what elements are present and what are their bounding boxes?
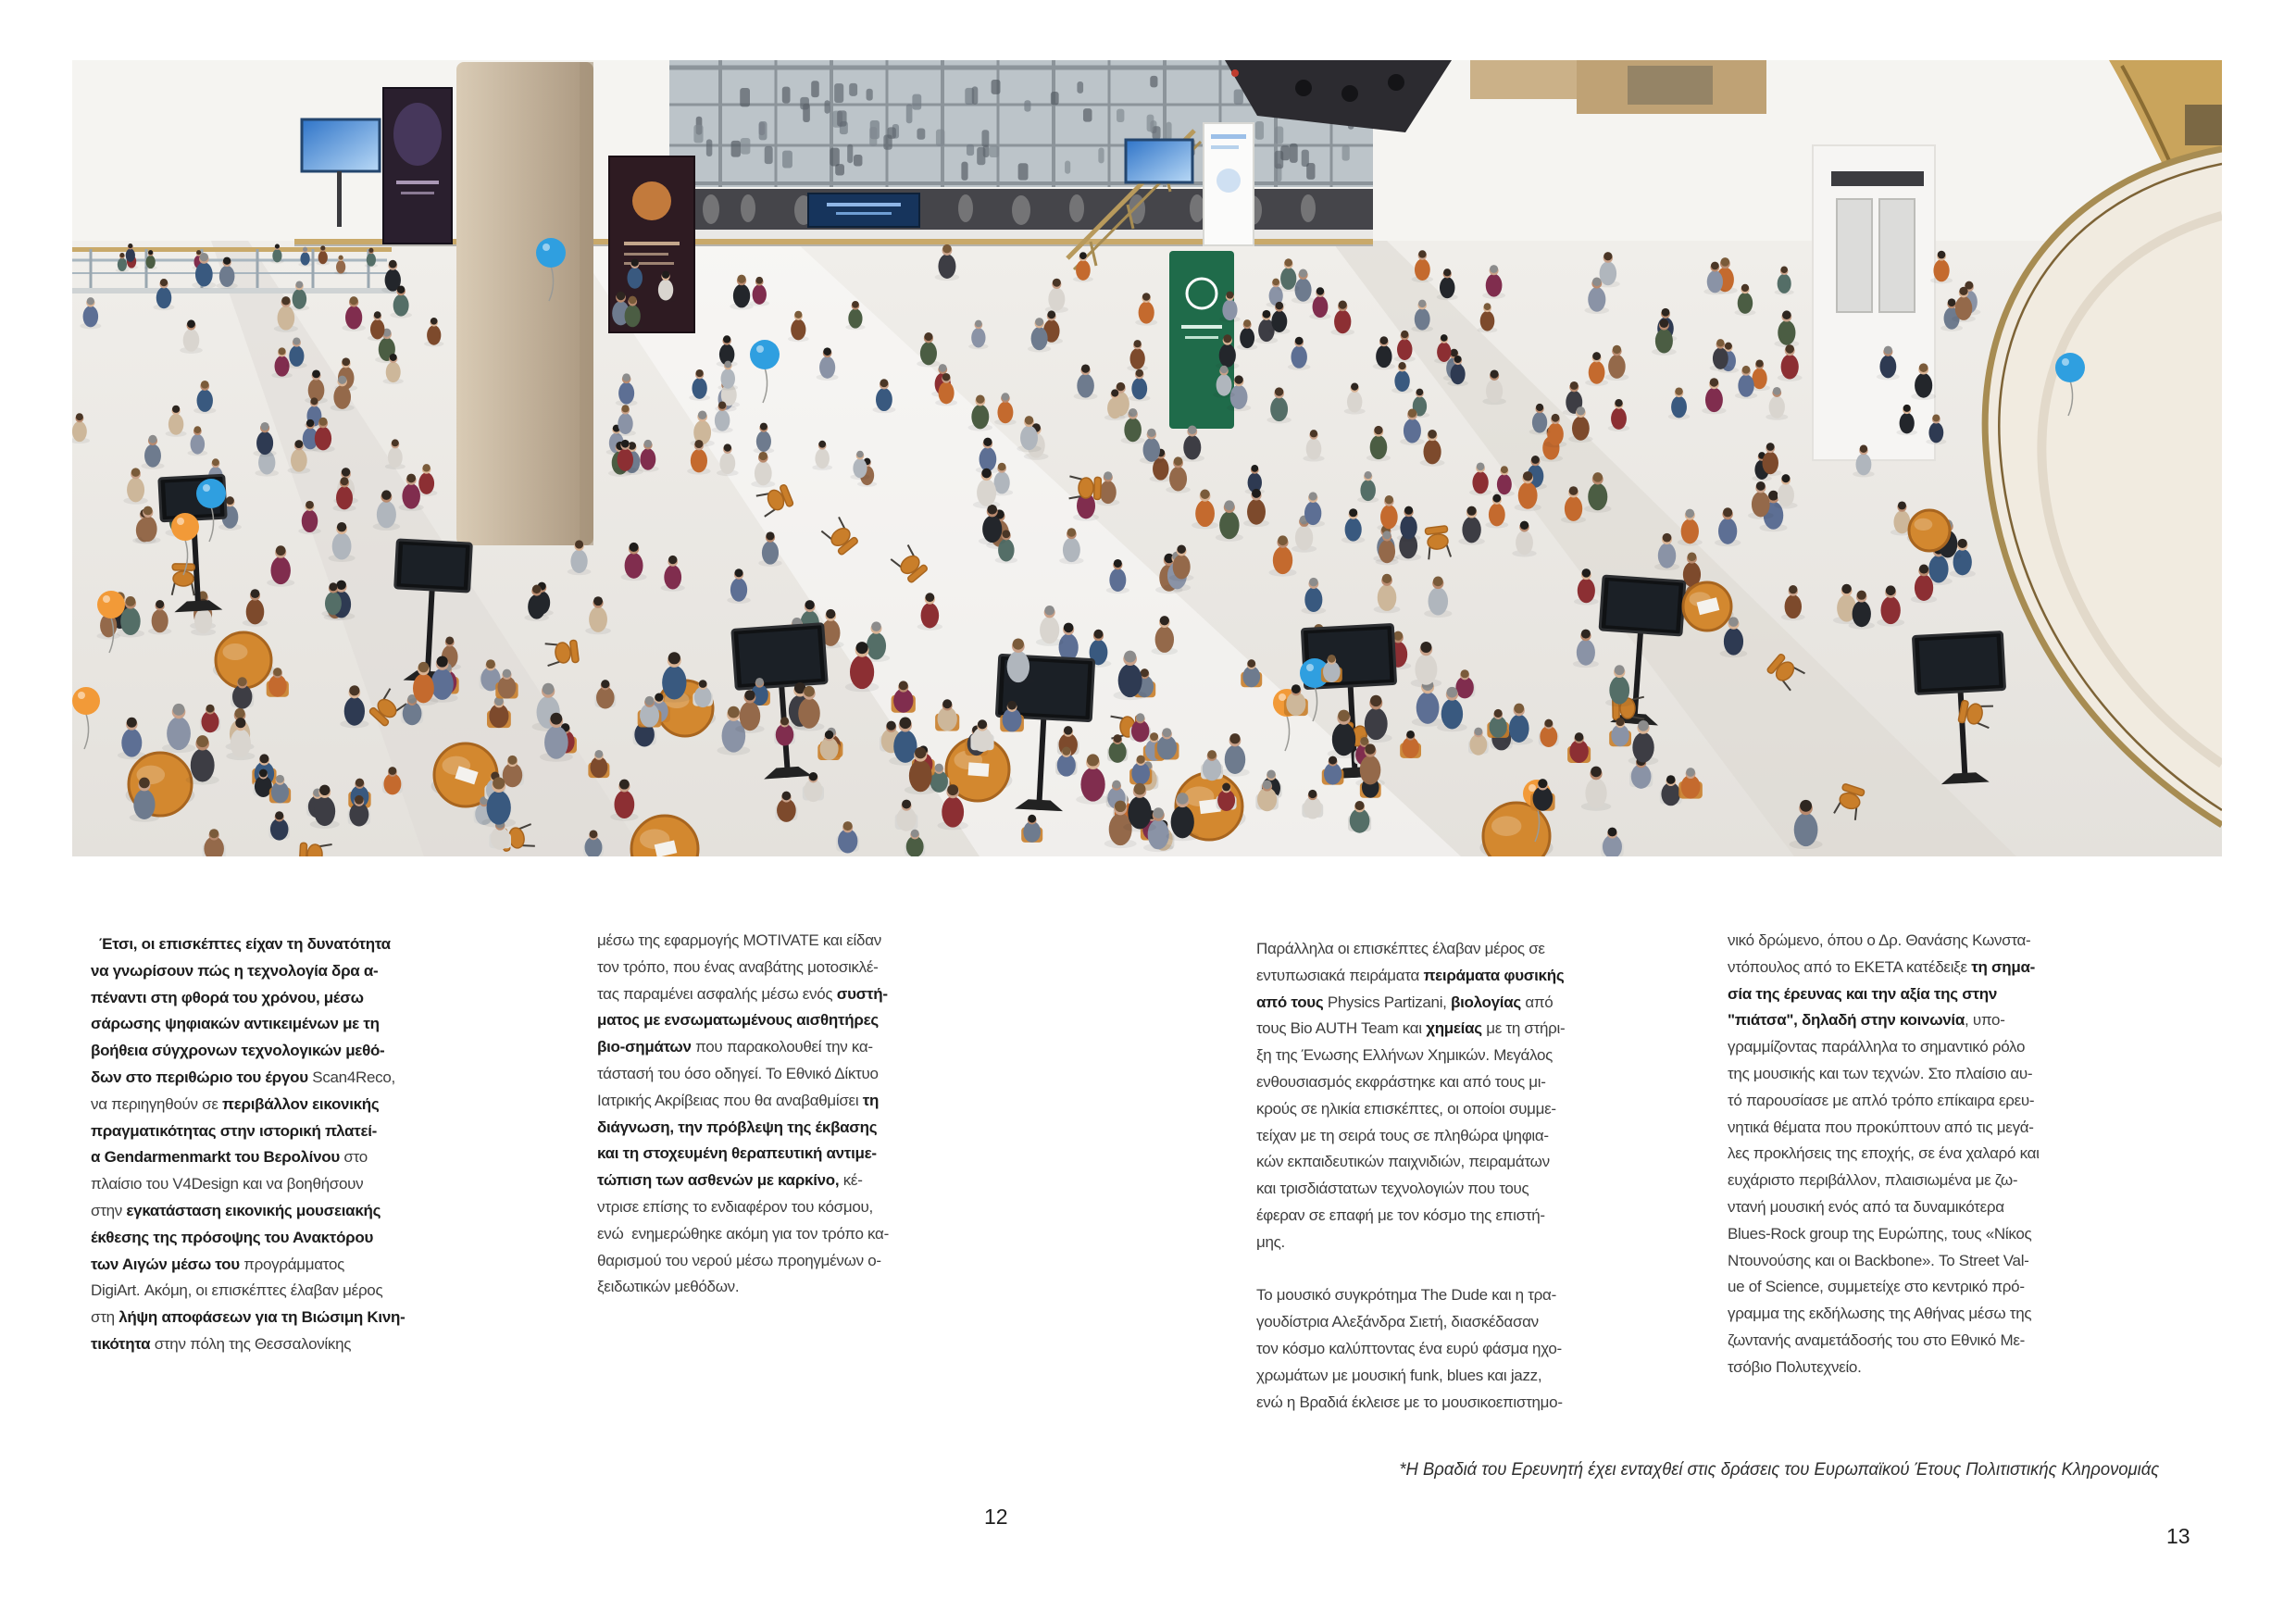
text-line: νικό δρώμενο, όπου ο Δρ. Θανάσης Κωνστα- <box>1728 931 2031 949</box>
text-line: κών εκπαιδευτικών παιχνιδιών, πειραμάτων <box>1256 1153 1550 1171</box>
text-line: Ντουνούσης και οι Backbone». Το Street Val- <box>1728 1251 2029 1269</box>
text-line: λες προκλήσεις της εποχής, σε ένα χαλαρό και <box>1728 1144 2040 1163</box>
text-line: ντανή μουσική ενός από τα δυναμικότερα <box>1728 1197 2004 1216</box>
text-line: γραμμίζοντας παράλληλα το σημαντικό ρόλο <box>1728 1038 2026 1056</box>
text-line: γραμμα της εκδήλωσης της Αθήνας μέσω της <box>1728 1305 2032 1323</box>
pillar-shade <box>580 62 593 545</box>
page-number-right: 13 <box>2166 1524 2190 1548</box>
text-line: έφεραν σε επαφή με τον κόσμο της επιστή- <box>1256 1206 1545 1224</box>
text-line: Έτσι, οι επισκέπτες είχαν τη δυνατότητα <box>99 935 391 953</box>
article-column-2 <box>597 928 905 1301</box>
text-line: θαρισμού του νερού μέσω προηγμένων ο- <box>597 1251 881 1269</box>
text-line: "πιάτσα", δηλαδή στην κοινωνία, υπο- <box>1728 1011 2005 1030</box>
page-number-left: 12 <box>984 1505 1008 1529</box>
text-line: τον κόσμο καλύπτοντας ένα ευρύ φάσμα ηχο- <box>1256 1339 1562 1357</box>
text-line: ντόπουλος από το ΕΚΕΤΑ κατέδειξε τη σημα- <box>1728 957 2036 976</box>
text-line: τό παρουσίασε με απλό τρόπο επίκαιρα ερευ- <box>1728 1091 2035 1109</box>
text-line: εντυπωσιακά πειράματα πειράματα φυσικής <box>1256 966 1565 984</box>
text-line: ξη της Ένωσης Ελλήνων Χημικών. Μεγάλος <box>1256 1046 1554 1065</box>
text-line: πραγματικότητας στην ιστορική πλατεί- <box>91 1121 378 1140</box>
upper-wall <box>1470 60 1577 99</box>
text-line: της μουσικής και των τεχνών. Στο πλαίσιο αυ- <box>1728 1064 2033 1082</box>
text-line: από τους Physics Partizani, βιολογίας από <box>1256 993 1554 1011</box>
article-column-4 <box>1728 928 2040 1381</box>
elevator-bay <box>1813 145 1935 460</box>
text-line: μέσω της εφαρμογής MOTIVATE και είδαν <box>597 931 881 949</box>
text-line: ντρισε επίσης το ενδιαφέρον του κόσμου, <box>597 1197 873 1216</box>
cafe-table <box>1680 582 1733 631</box>
text-line: Blues-Rock group της Ευρώπης, τους «Νίκος <box>1728 1224 2032 1243</box>
text-line: Το μουσικό συγκρότημα The Dude και η τρα- <box>1256 1286 1556 1305</box>
text-line: τικότητα στην πόλη της Θεσσαλονίκης <box>91 1334 352 1353</box>
upper-window <box>1628 66 1713 105</box>
text-line: ενώ η Βραδιά έκλεισε με το μουσικοεπιστημο- <box>1256 1393 1563 1411</box>
text-line: τώπιση των ασθενών με καρκίνο, κέ- <box>597 1171 863 1190</box>
text-line: Παράλληλα οι επισκέπτες έλαβαν μέρος σε <box>1256 940 1545 957</box>
text-line: έκθεσης της πρόσοψης του Ανακτόρου <box>91 1228 374 1246</box>
text-line: τείχαν με τη σειρά τους σε πληθώρα ψηφια- <box>1256 1126 1549 1144</box>
text-line: ενθουσιασμός εκφράστηκε και από τους μι- <box>1256 1072 1546 1091</box>
text-line: βοήθεια σύγχρονων τεχνολογικών μεθό- <box>91 1042 385 1060</box>
text-line: κρούς σε ηλικία επισκέπτες, οι οποίοι συμμε- <box>1256 1099 1556 1118</box>
presentation-screen-blue <box>1126 140 1192 182</box>
text-line: DigiArt. Ακόμη, οι επισκέπτες έλαβαν μέρος <box>91 1281 383 1300</box>
text-line: βιο-σημάτων που παρακολουθεί την κα- <box>597 1038 873 1056</box>
exhibit-banner-dark <box>383 88 452 244</box>
text-line <box>1256 1256 1564 1283</box>
text-line: χρωμάτων με μουσική funk, blues και jazz, <box>1256 1366 1542 1384</box>
event-photo-illustration <box>72 60 2222 856</box>
text-line: στη λήψη αποφάσεων για τη Βιώσιμη Κινη- <box>91 1308 406 1327</box>
text-line: διάγνωση, την πρόβλεψη της έκβασης <box>597 1118 878 1136</box>
text-line: Ιατρικής Ακρίβειας που θα αναβαθμίσει τη <box>597 1091 880 1109</box>
text-line: τας παραμένει ασφαλής μέσω ενός συστή- <box>597 984 888 1003</box>
info-screen-text <box>827 203 901 206</box>
article-column-1 <box>91 931 406 1358</box>
text-line: δων στο περιθώριο του έργου Scan4Reco, <box>91 1068 395 1086</box>
rollup-banner-white <box>1204 123 1254 245</box>
text-line: τάστασή του όσο οδηγεί. Το Εθνικό Δίκτυο <box>597 1064 879 1082</box>
text-line: ευχάριστο περιβάλλον, πλαισιωμένα με ζω- <box>1728 1171 2018 1190</box>
text-line: ξειδωτικών μεθόδων. <box>597 1278 740 1296</box>
screen-stand <box>337 171 342 227</box>
text-line: α Gendarmenmarkt του Βερολίνου στο <box>91 1148 368 1167</box>
cafe-table <box>1907 510 1952 551</box>
text-line: ζωντανής αναμετάδοσής του στο Εθνικό Με- <box>1728 1330 2025 1349</box>
presentation-screen-blue <box>302 119 380 171</box>
text-line: ενώ ενημερώθηκε ακόμη για τον τρόπο κα- <box>597 1224 889 1243</box>
text-line: τσόβιο Πολυτεχνείο. <box>1728 1357 1862 1376</box>
text-line: τους Bio AUTH Team και χημείας με τη στήρι- <box>1256 1019 1566 1038</box>
text-line: γουδίστρια Αλεξάνδρα Σιετή, διασκέδασαν <box>1256 1313 1539 1331</box>
text-line: να γνωρίσουν πώς η τεχνολογία δρα α- <box>91 961 379 980</box>
text-line: και τη στοχευμένη θεραπευτική αντιμε- <box>597 1144 877 1163</box>
text-line: και τρισδιάστατων τεχνολογιών που τους <box>1256 1180 1529 1198</box>
text-line: πλαίσιο του V4Design και να βοηθήσουν <box>91 1175 364 1193</box>
text-line: ματος με ενσωματωμένους αισθητήρες <box>597 1011 879 1030</box>
text-line: μης. <box>1256 1232 1285 1251</box>
text-line: σάρωσης ψηφιακών αντικειμένων με τη <box>91 1015 380 1033</box>
text-line: τον τρόπο, που ένας αναβάτης μοτοσικλέ- <box>597 957 879 976</box>
info-screen <box>808 194 919 227</box>
text-line: ue of Science, συμμετείχε στο κεντρικό πρό- <box>1728 1278 2025 1296</box>
text-line: νητικά θέματα που προκύπτουν από τις μεγά- <box>1728 1118 2034 1136</box>
text-line: να περιηγηθούν σε περιβάλλον εικονικής <box>91 1094 380 1113</box>
text-line: σία της έρευνας και την αξία της στην <box>1728 984 1998 1003</box>
text-line: στην εγκατάσταση εικονικής μουσειακής <box>91 1201 381 1219</box>
info-screen-text <box>836 212 892 215</box>
atrium-pillar <box>456 62 593 545</box>
text-line: των Αιγών μέσω του προγράμματος <box>91 1255 345 1273</box>
article-column-3 <box>1256 936 1564 1416</box>
footnote: *Η Βραδιά του Ερευνητή έχει ενταχθεί στις δράσεις του Ευρωπαϊκού Έτους Πολιτιστικής Κληρονομιάς <box>1399 1460 2159 1480</box>
event-photo <box>72 60 2222 856</box>
text-line: πέναντι στη φθορά του χρόνου, μέσω <box>91 988 364 1006</box>
